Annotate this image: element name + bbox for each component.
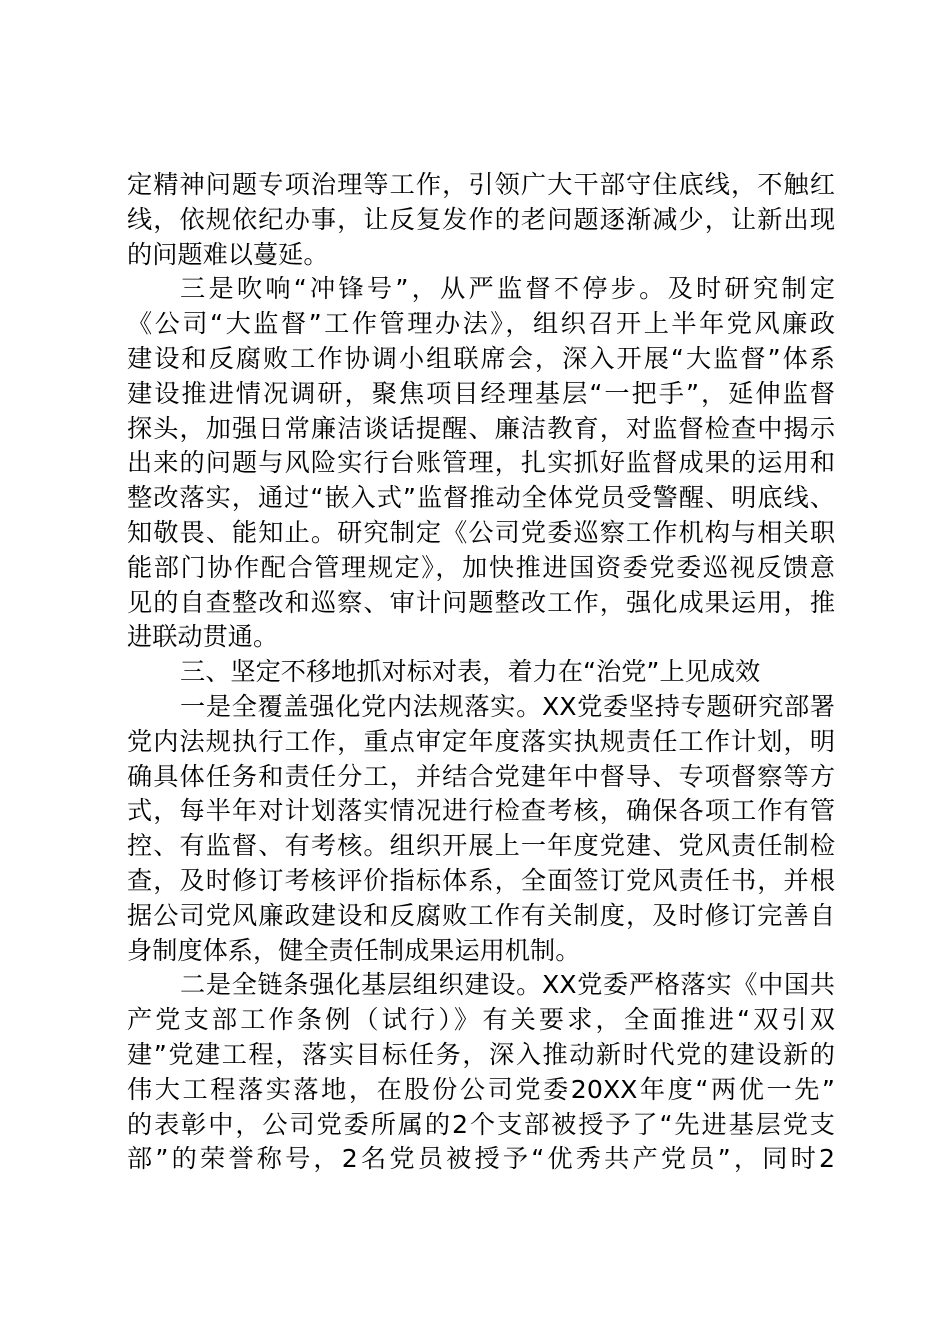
text-line: 的表彰中，公司党委所属的2个支部被授予了“先进基层党支	[127, 1109, 835, 1139]
text-line: 建设推进情况调研，聚焦项目经理基层“一把手”，延伸监督	[127, 378, 835, 408]
text-line: 产党支部工作条例（试行）》有关要求，全面推进“双引双	[127, 1005, 835, 1035]
text-line: 的问题难以蔓延。	[127, 239, 329, 269]
paragraph-start-line: 三是吹响“冲锋号”，从严监督不停步。及时研究制定	[180, 274, 835, 304]
text-line: 据公司党风廉政建设和反腐败工作有关制度，及时修订完善自	[127, 900, 835, 930]
section-heading: 三、坚定不移地抓对标对表，着力在“治党”上见成效	[180, 657, 761, 687]
text-line: 线，依规依纪办事，让反复发作的老问题逐渐减少，让新出现	[127, 204, 835, 234]
text-line: 建”党建工程，落实目标任务，深入推动新时代党的建设新的	[127, 1039, 835, 1069]
text-line: 进联动贯通。	[127, 622, 279, 652]
text-line: 式，每半年对计划落实情况进行检查考核，确保各项工作有管	[127, 796, 835, 826]
text-line: 建设和反腐败工作协调小组联席会，深入开展“大监督”体系	[127, 343, 835, 373]
text-line: 党内法规执行工作，重点审定年度落实执规责任工作计划，明	[127, 726, 835, 756]
text-line: 整改落实，通过“嵌入式”监督推动全体党员受警醒、明底线、	[127, 483, 835, 513]
text-line: 《公司“大监督”工作管理办法》，组织召开上半年党风廉政	[127, 309, 835, 339]
paragraph-start-line: 二是全链条强化基层组织建设。XX党委严格落实《中国共	[180, 970, 835, 1000]
paragraph-start-line: 一是全覆盖强化党内法规落实。XX党委坚持专题研究部署	[180, 691, 835, 721]
text-line: 探头，加强日常廉洁谈话提醒、廉洁教育，对监督检查中揭示	[127, 413, 835, 443]
text-line: 伟大工程落实落地，在股份公司党委20XX年度“两优一先”	[127, 1074, 835, 1104]
text-line: 部”的荣誉称号，2名党员被授予“优秀共产党员”，同时2	[127, 1144, 835, 1174]
text-line: 定精神问题专项治理等工作，引领广大干部守住底线，不触红	[127, 170, 835, 199]
text-line: 控、有监督、有考核。组织开展上一年度党建、党风责任制检	[127, 831, 835, 861]
document-body	[127, 168, 835, 1177]
text-line: 能部门协作配合管理规定》，加快推进国资委党委巡视反馈意	[127, 552, 835, 582]
text-line: 知敬畏、能知止。研究制定《公司党委巡察工作机构与相关职	[127, 517, 835, 547]
text-line: 确具体任务和责任分工，并结合党建年中督导、专项督察等方	[127, 761, 835, 791]
text-line: 出来的问题与风险实行台账管理，扎实抓好监督成果的运用和	[127, 448, 835, 478]
text-line: 见的自查整改和巡察、审计问题整改工作，强化成果运用，推	[127, 587, 835, 617]
text-line: 查，及时修订考核评价指标体系，全面签订党风责任书，并根	[127, 865, 835, 895]
text-line: 身制度体系，健全责任制成果运用机制。	[127, 935, 581, 965]
